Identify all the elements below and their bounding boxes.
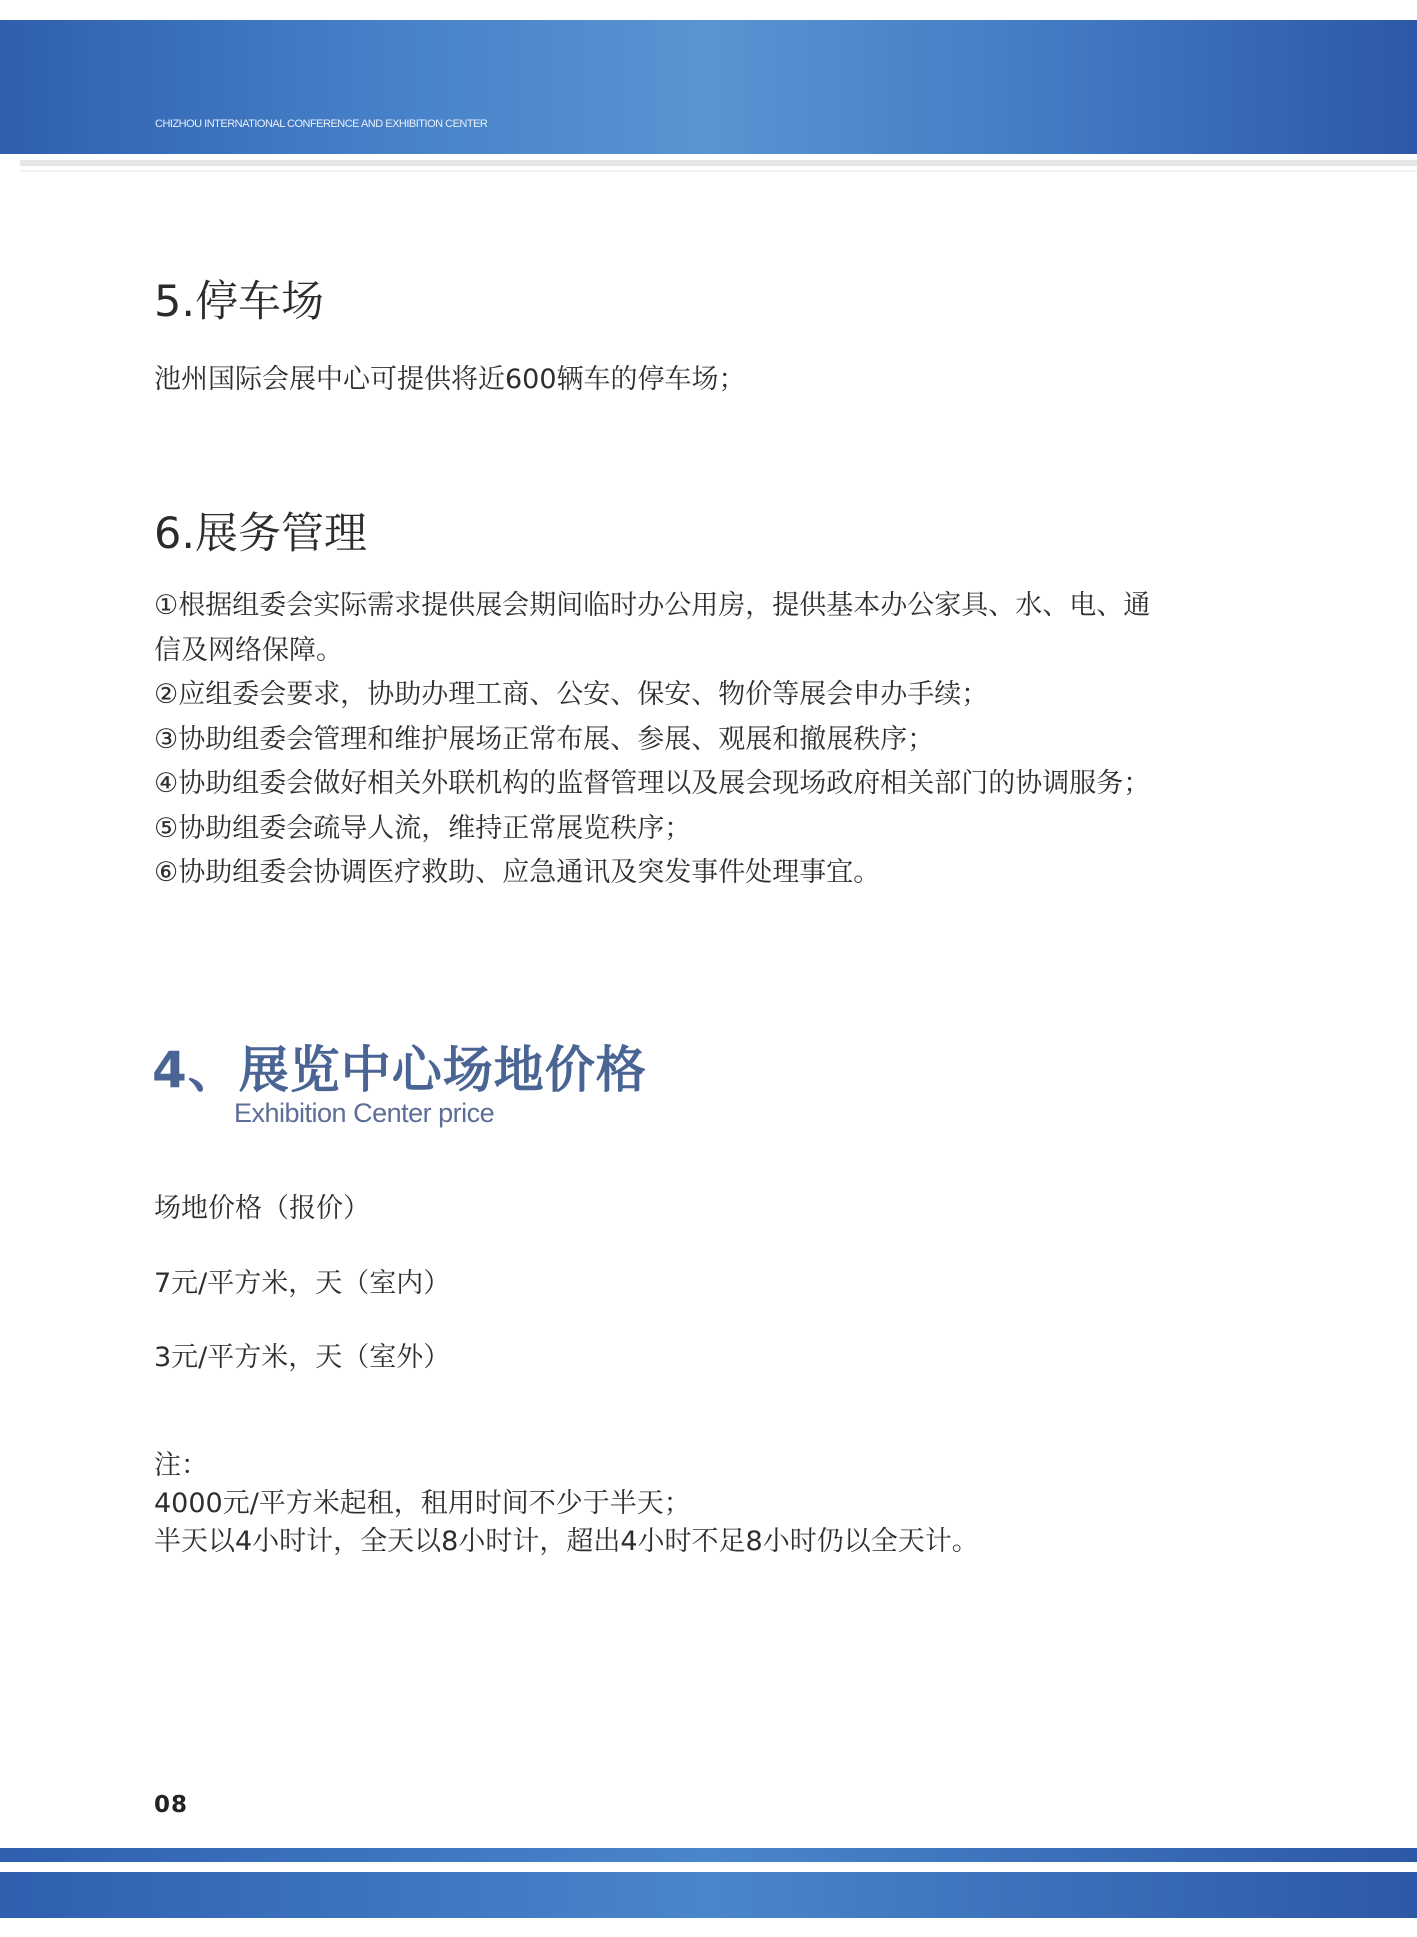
parking-title: 5.停车场 (154, 277, 325, 327)
management-title: 6.展务管理 (154, 509, 368, 559)
list-item: ①根据组委会实际需求提供展会期间临时办公用房，提供基本办公家具、水、电、通 (154, 590, 1151, 621)
pricing-heading: 4、展览中心场地价格 (152, 1041, 647, 1099)
list-item: ④协助组委会做好相关外联机构的监督管理以及展会现场政府相关部门的协调服务； (154, 768, 1151, 799)
list-item: ②应组委会要求，协助办理工商、公安、保安、物价等展会申办手续； (154, 679, 989, 710)
note-line: 4000元/平方米起租，租用时间不少于半天； (154, 1488, 691, 1519)
header-band (0, 20, 1417, 154)
list-item: ⑥协助组委会协调医疗救助、应急通讯及突发事件处理事宜。 (154, 857, 881, 888)
price-label: 场地价格（报价） (154, 1193, 370, 1224)
parking-text: 池州国际会展中心可提供将近600辆车的停车场； (154, 364, 746, 395)
list-item: ⑤协助组委会疏导人流，维持正常展览秩序； (154, 812, 692, 844)
list-item: ③协助组委会管理和维护展场正常布展、参展、观展和撤展秩序； (154, 723, 935, 755)
footer-band-thin (0, 1848, 1417, 1862)
footer-band (0, 1872, 1417, 1918)
price-note (154, 1447, 979, 1561)
management-list (154, 584, 1150, 896)
note-label: 注： (154, 1450, 208, 1481)
list-item: 信及网络保障。 (154, 634, 343, 666)
header-divider (20, 160, 1417, 166)
header-subtitle: CHIZHOU INTERNATIONAL CONFERENCE AND EXHIBITION CENTER (155, 118, 488, 130)
header-divider-thin (20, 170, 1417, 172)
note-line: 半天以4小时计，全天以8小时计，超出4小时不足8小时仍以全天计。 (154, 1526, 979, 1557)
pricing-subheading: Exhibition Center price (234, 1098, 495, 1128)
price-outdoor: 3元/平方米，天（室外） (154, 1342, 451, 1373)
price-indoor: 7元/平方米，天（室内） (154, 1268, 451, 1299)
page-number: 08 (154, 1792, 189, 1818)
